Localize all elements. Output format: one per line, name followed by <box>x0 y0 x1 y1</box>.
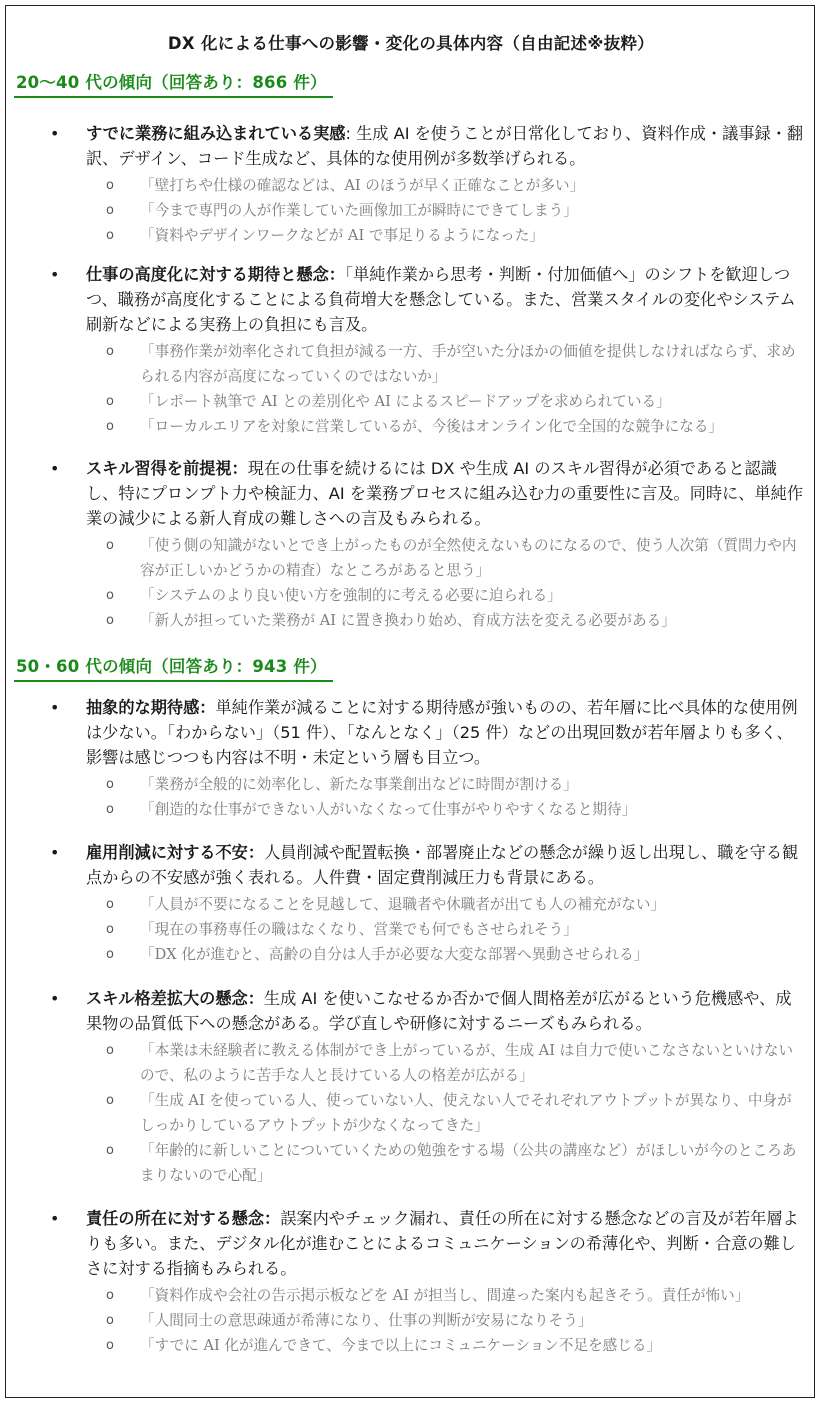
quote: o 「今まで専門の人が作業していた画像加工が瞬時にできてしまう」 <box>6 198 816 223</box>
bullet-title: 仕事の高度化に対する期待と懸念： <box>86 265 345 284</box>
quote: o 「年齢的に新しいことについていくための勉強をする場（公共の講座など）がほしいが今のところあまりないので心配」 <box>6 1138 816 1188</box>
quote: o 「業務が全般的に効率化し、新たな事業創出などに時間が割ける」 <box>6 772 816 797</box>
circle-bullet-icon: o <box>106 777 114 792</box>
quote: o 「DX 化が進むと、高齢の自分は人手が必要な大変な部署へ異動させられる」 <box>6 942 816 967</box>
quote: o 「創造的な仕事ができない人がいなくなって仕事がやりやすくなると期待」 <box>6 797 816 822</box>
circle-bullet-icon: o <box>106 1288 114 1303</box>
quote: o 「ローカルエリアを対象に営業しているが、今後はオンライン化で全国的な競争になる」 <box>6 414 816 439</box>
quote: o 「すでに AI 化が進んできて、今まで以上にコミュニケーション不足を感じる」 <box>6 1333 816 1358</box>
circle-bullet-icon: o <box>106 203 114 218</box>
bullet-title: 雇用削減に対する不安： <box>86 843 265 862</box>
list-item <box>6 695 816 822</box>
circle-bullet-icon: o <box>106 344 114 359</box>
bullet-paragraph <box>6 840 816 890</box>
bullet-paragraph <box>6 695 816 770</box>
bullet-title: スキル習得を前提視： <box>86 459 248 478</box>
bullet-body: 人員削減や配置転換・部署廃止などの懸念が繰り返し出現し、職を守る観点からの不安感が強く表れる。人件費・固定費削減圧力も背景にある。 <box>86 843 799 887</box>
bullet-paragraph <box>6 456 816 531</box>
circle-bullet-icon: o <box>106 394 114 409</box>
quote: o 「使う側の知識がないとでき上がったものが全然使えないものになるので、使う人次第（質問力や内容が正しいかどうかの精査）なところがあると思う」 <box>6 533 816 583</box>
list-item <box>6 456 816 633</box>
quote: o 「本業は未経験者に教える体制ができ上がっているが、生成 AI は自力で使いこなさないといけないので、私のように苦手な人と長けている人の格差が広がる」 <box>6 1038 816 1088</box>
bullet-title: 抽象的な期待感： <box>86 698 216 717</box>
circle-bullet-icon: o <box>106 1093 114 1108</box>
bullet-title: 責任の所在に対する懸念： <box>86 1209 281 1228</box>
circle-bullet-icon: o <box>106 419 114 434</box>
bullet-paragraph <box>6 121 816 171</box>
circle-bullet-icon: o <box>106 1338 114 1353</box>
section-heading-20-40: 20～40 代の傾向（回答あり：866 件） <box>14 69 333 98</box>
bullet-icon: • <box>50 698 60 717</box>
quote: o 「レポート執筆で AI との差別化や AI によるスピードアップを求められている」 <box>6 389 816 414</box>
circle-bullet-icon: o <box>106 1143 114 1158</box>
bullet-icon: • <box>50 459 60 478</box>
circle-bullet-icon: o <box>106 538 114 553</box>
quote: o 「資料やデザインワークなどが AI で事足りるようになった」 <box>6 223 816 248</box>
bullet-body: 単純作業が減ることに対する期待感が強いものの、若年層に比べ具体的な使用例は少ない。「わからない」（51 件）、「なんとなく」（25 件）などの出現回数が若年層よりも多く、影響は感じつつも内容は不明・未定という層も目立つ。 <box>86 698 798 767</box>
circle-bullet-icon: o <box>106 1043 114 1058</box>
section-heading-50-60: 50・60 代の傾向（回答あり：943 件） <box>14 653 333 682</box>
circle-bullet-icon: o <box>106 613 114 628</box>
page-title: DX 化による仕事への影響・変化の具体内容（自由記述※抜粋） <box>167 34 655 53</box>
quote: o 「人員が不要になることを見越して、退職者や休職者が出ても人の補充がない」 <box>6 892 816 917</box>
quote: o 「生成 AI を使っている人、使っていない人、使えない人でそれぞれアウトプットが異なり、中身がしっかりしているアウトプットが少なくなってきた」 <box>6 1088 816 1138</box>
circle-bullet-icon: o <box>106 922 114 937</box>
bullet-paragraph <box>6 262 816 337</box>
list-item <box>6 262 816 439</box>
circle-bullet-icon: o <box>106 1313 114 1328</box>
circle-bullet-icon: o <box>106 178 114 193</box>
bullet-icon: • <box>50 989 60 1008</box>
list-item <box>6 986 816 1188</box>
bullet-paragraph <box>6 1206 816 1281</box>
circle-bullet-icon: o <box>106 897 114 912</box>
bullet-title: スキル格差拡大の懸念： <box>86 989 264 1008</box>
list-item <box>6 1206 816 1358</box>
bullet-body: 現在の仕事を続けるには DX や生成 AI のスキル習得が必須であると認識し、特にプロンプト力や検証力、AI を業務プロセスに組み込む力の重要性に言及。同時に、単純作業の減少による新人育成の難しさへの言及もみられる。 <box>86 459 804 528</box>
quote: o 「人間同士の意思疎通が希薄になり、仕事の判断が安易になりそう」 <box>6 1308 816 1333</box>
list-item <box>6 840 816 967</box>
bullet-title: すでに業務に組み込まれている実感 <box>86 124 346 143</box>
bullet-icon: • <box>50 1209 60 1228</box>
document-frame <box>5 5 815 1398</box>
bullet-body: 誤案内やチェック漏れ、責任の所在に対する懸念などの言及が若年層よりも多い。また、デジタル化が進むことによるコミュニケーションの希薄化や、判断・合意の難しさに対する指摘もみられる。 <box>86 1209 799 1278</box>
bullet-icon: • <box>50 124 60 143</box>
quote: o 「現在の事務専任の職はなくなり、営業でも何でもさせられそう」 <box>6 917 816 942</box>
quote: o 「壁打ちや仕様の確認などは、AI のほうが早く正確なことが多い」 <box>6 173 816 198</box>
quote: o 「新人が担っていた業務が AI に置き換わり始め、育成方法を変える必要がある」 <box>6 608 816 633</box>
quote: o 「事務作業が効率化されて負担が減る一方、手が空いた分ほかの価値を提供しなければならず、求められる内容が高度になっていくのではないか」 <box>6 339 816 389</box>
bullet-body: : 生成 AI を使うことが日常化しており、資料作成・議事録・翻訳、デザイン、コード生成など、具体的な使用例が多数挙げられる。 <box>86 124 804 168</box>
bullet-icon: • <box>50 843 60 862</box>
circle-bullet-icon: o <box>106 802 114 817</box>
bullet-body: 生成 AI を使いこなせるか否かで個人間格差が広がるという危機感や、成果物の品質低下への懸念がある。学び直しや研修に対するニーズもみられる。 <box>86 989 792 1033</box>
bullet-body: 「単純作業から思考・判断・付加価値へ」のシフトを歓迎しつつ、職務が高度化することによる負荷増大を懸念している。また、営業スタイルの変化やシステム刷新などによる実務上の負担にも言及。 <box>86 265 796 334</box>
circle-bullet-icon: o <box>106 588 114 603</box>
bullet-paragraph <box>6 986 816 1036</box>
quote: o 「システムのより良い使い方を強制的に考える必要に迫られる」 <box>6 583 816 608</box>
circle-bullet-icon: o <box>106 228 114 243</box>
circle-bullet-icon: o <box>106 947 114 962</box>
quote: o 「資料作成や会社の告示掲示板などを AI が担当し、間違った案内も起きそう。責任が怖い」 <box>6 1283 816 1308</box>
bullet-icon: • <box>50 265 60 284</box>
list-item <box>6 121 816 248</box>
